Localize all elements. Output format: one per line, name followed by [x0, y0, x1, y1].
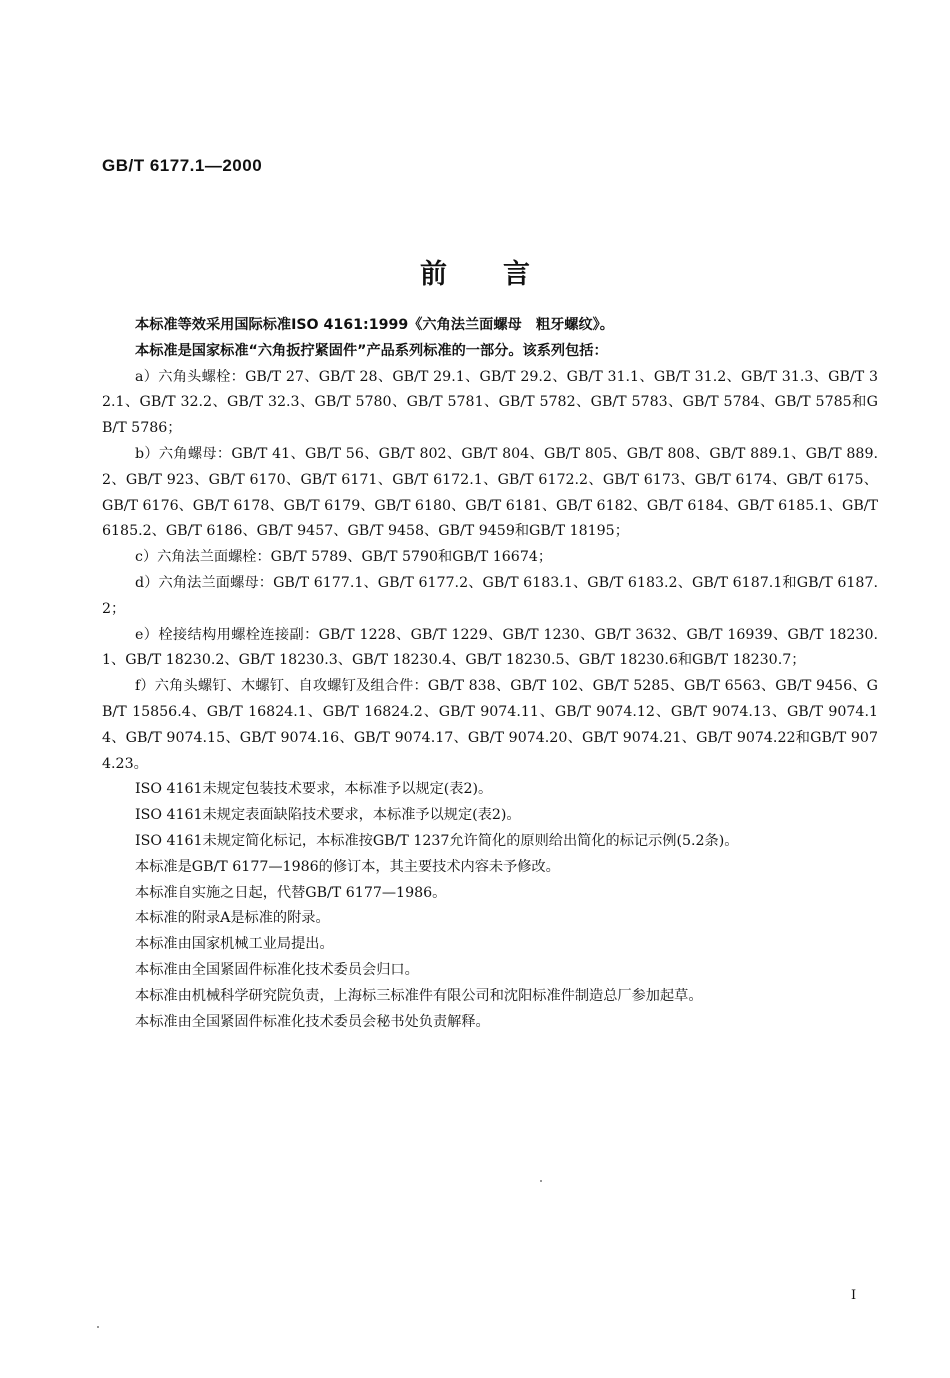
paragraph-annex: 本标准的附录A是标准的附录。: [135, 910, 330, 927]
list-item-screws: f）六角头螺钉、木螺钉、自攻螺钉及组合件：GB/T 838、GB/T 102、GB/T 5285、GB/T 6563、GB/T 9456、GB/T 15856.4、GB/T 16824.1、GB/T 16824.2、GB/T 9074.11、GB/T 9074.12、GB/T 9074.13、GB/T 9074.14、GB/T 9074.15、GB/T 9074.16、GB/T 9074.17、GB/T 9074.20、GB/T 9074.21、GB/T 9074.22和GB/T 9074.23。: [102, 678, 878, 772]
paragraph-packaging: ISO 4161未规定包装技术要求，本标准予以规定(表2)。: [135, 781, 493, 798]
paragraph-drafted-by: 本标准由机械科学研究院负责，上海标三标准件有限公司和沈阳标准件制造总厂参加起草。: [135, 987, 703, 1004]
list-item-hex-nuts: b）六角螺母：GB/T 41、GB/T 56、GB/T 802、GB/T 804、GB/T 805、GB/T 808、GB/T 889.1、GB/T 889.2、GB/T 923、GB/T 6170、GB/T 6171、GB/T 6172.1、GB/T 6172.2、GB/T 6173、GB/T 6174、GB/T 6175、GB/T 6176、GB/T 6178、GB/T 6179、GB/T 6180、GB/T 6181、GB/T 6182、GB/T 6184、GB/T 6185.1、GB/T 6185.2、GB/T 6186、GB/T 9457、GB/T 9458、GB/T 9459和GB/T 18195；: [102, 445, 878, 540]
paragraph-surface-defects: ISO 4161未规定表面缺陷技术要求，本标准予以规定(表2)。: [135, 807, 521, 824]
paragraph-simplified-marking: ISO 4161未规定简化标记，本标准按GB/T 1237允许简化的原则给出简化的标记示例(5.2条)。: [135, 832, 739, 849]
paragraph-proposed-by: 本标准由国家机械工业局提出。: [135, 936, 334, 953]
page-number: I: [851, 1288, 857, 1303]
paragraph-series-intro: 本标准是国家标准“六角扳拧紧固件”产品系列标准的一部分。该系列包括：: [135, 342, 608, 359]
paragraph-equivalence: 本标准等效采用国际标准ISO 4161:1999《六角法兰面螺母 粗牙螺纹》。: [135, 317, 614, 333]
paragraph-replaces: 本标准自实施之日起，代替GB/T 6177—1986。: [135, 884, 447, 901]
paragraph-interpretation: 本标准由全国紧固件标准化技术委员会秘书处负责解释。: [135, 1013, 490, 1030]
list-item-flange-nuts: d）六角法兰面螺母：GB/T 6177.1、GB/T 6177.2、GB/T 6183.1、GB/T 6183.2、GB/T 6187.1和GB/T 6187.2；: [102, 574, 878, 617]
scan-speck: [97, 1326, 99, 1328]
paragraph-revision: 本标准是GB/T 6177—1986的修订本，其主要技术内容未予修改。: [135, 858, 560, 875]
foreword-body: [102, 313, 878, 1035]
page-title: 前言: [420, 259, 586, 290]
list-item-hex-bolts: a）六角头螺栓：GB/T 27、GB/T 28、GB/T 29.1、GB/T 29.2、GB/T 31.1、GB/T 31.2、GB/T 31.3、GB/T 32.1、GB/T 32.2、GB/T 32.3、GB/T 5780、GB/T 5781、GB/T 5782、GB/T 5783、GB/T 5784、GB/T 5785和GB/T 5786；: [102, 368, 878, 437]
list-item-flange-bolts: c）六角法兰面螺栓：GB/T 5789、GB/T 5790和GB/T 16674；: [135, 549, 553, 566]
paragraph-centralized-by: 本标准由全国紧固件标准化技术委员会归口。: [135, 961, 419, 978]
scan-speck: [540, 1180, 542, 1182]
list-item-structural-bolt-sets: e）栓接结构用螺栓连接副：GB/T 1228、GB/T 1229、GB/T 1230、GB/T 3632、GB/T 16939、GB/T 18230.1、GB/T 18230.2、GB/T 18230.3、GB/T 18230.4、GB/T 18230.5、GB/T 18230.6和GB/T 18230.7；: [102, 626, 878, 669]
standard-number: GB/T 6177.1—2000: [102, 156, 263, 175]
